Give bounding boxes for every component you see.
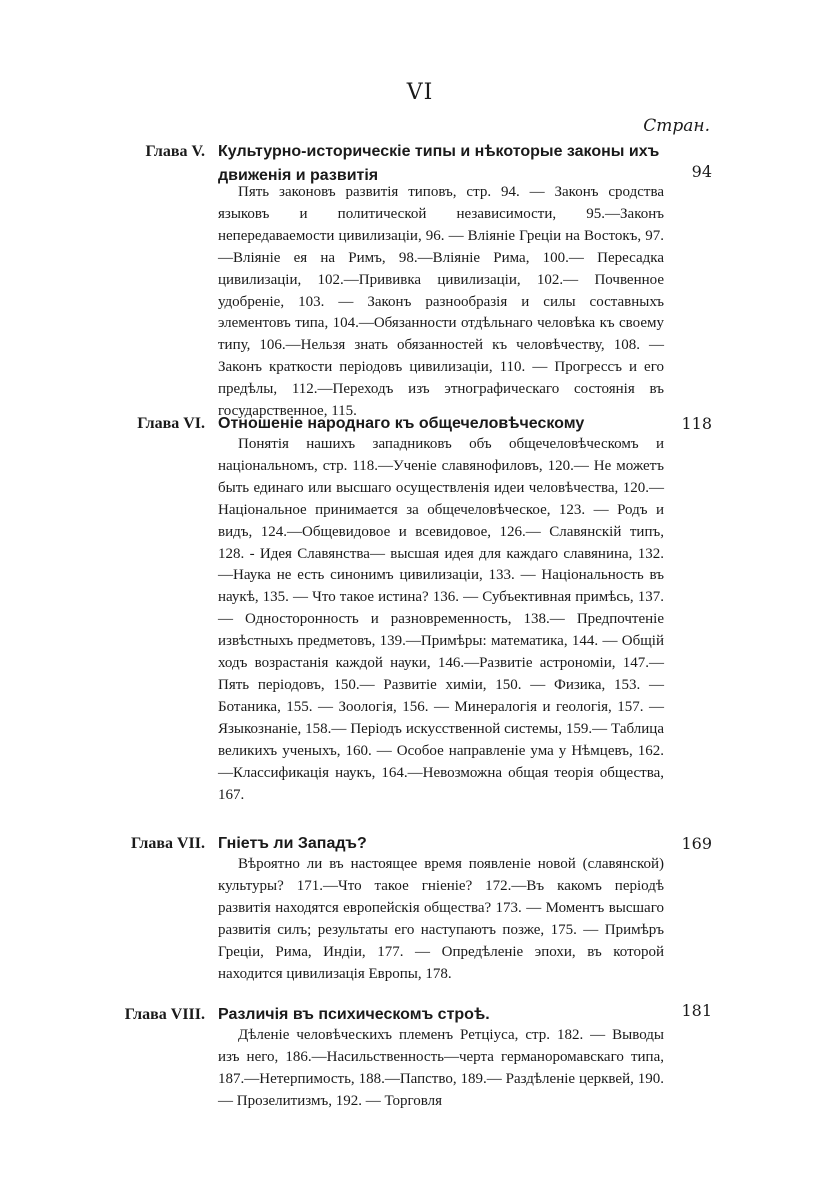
chapter-summary xyxy=(218,182,664,423)
chapter-page-number: 169 xyxy=(681,834,712,853)
page-number: VI xyxy=(406,80,434,105)
chapter-summary-text: Понятія нашихъ западниковъ объ общечеловѣческомъ и національномъ, стр. 118.—Ученіе славянофиловъ, 120.— Не можетъ быть единаго или высшаго осуществленія идеи человѣчества, 120.—Національное принимается за общечеловѣческое, 123. — Родъ и видъ, 124.—Общевидовое и всевидовое, 126.— Славянскій типъ, 128. - Идея Славянства— высшая идея для каждаго славянина, 132.—Наука не есть синонимъ цивилизаціи, 133. — Національность въ наукѣ, 135. — Что такое истина? 136. — Субъективная примѣсь, 137. — Односторонность и разновременность, 138.— Предпочтеніе извѣстныхъ предметовъ, 139.—Примѣры: математика, 144. — Общій ходъ возрастанія каждой науки, 146.—Развитіе астрономіи, 147.—Пять періодовъ, 150.— Развитіе химіи, 150. — Физика, 153. — Ботаника, 155. — Зоологія, 156. — Минералогія и геологія, 157. — Языкознаніе, 158.— Періодъ искусственной системы, 159.— Таблица великихъ ученыхъ, 160. — Особое направленіе ума у Нѣмцевъ, 162.—Классификація наукъ, 164.—Невозможна общая теорія общества, 167. xyxy=(218,436,664,803)
chapter-page-number: 181 xyxy=(681,1001,712,1020)
chapter-label: Глава VIII. xyxy=(124,1006,205,1023)
chapter-summary xyxy=(218,434,664,806)
chapter-label: Глава VI. xyxy=(137,415,205,432)
chapter-page-number: 118 xyxy=(681,414,712,433)
chapter-summary xyxy=(218,854,664,985)
chapter-page-number: 94 xyxy=(691,162,712,181)
chapter-title: Отношеніе народнаго къ общечеловѣческому xyxy=(218,415,585,432)
page-column-label: Стран. xyxy=(643,116,710,136)
chapter-summary-text: Вѣроятно ли въ настоящее время появленіе новой (славянской) культуры? 171.—Что такое гніеніе? 172.—Въ какомъ періодѣ развитія находятся европейскія общества? 173. — Моментъ высшаго развитія силъ; результаты его наступаютъ позже, 175. — Примѣръ Греціи, Рима, Индіи, 177. — Опредѣленіе эпохи, въ которой находится цивилизація Европы, 178. xyxy=(218,856,664,982)
chapter-summary-text: Пять законовъ развитія типовъ, стр. 94. — Законъ сродства языковъ и политической независимости, 95.—Законъ непередаваемости цивилизаціи, 96. — Вліяніе Греціи на Востокъ, 97.—Вліяніе ея на Римъ, 98.—Вліяніе Рима, 100.— Пересадка цивилизаціи, 102.—Прививка цивилизаціи, 102.— Почвенное удобреніе, 103. — Законъ разнообразія и силы составныхъ элементовъ типа, 104.—Обязанности отдѣльнаго человѣка къ своему типу, 106.—Нельзя знать обязанностей къ человѣчеству, 108. — Законъ краткости періодовъ цивилизаціи, 110. — Прогрессъ и его предѣлы, 112.—Переходъ изъ этнографическаго состоянія въ государственное, 115. xyxy=(218,184,664,420)
chapter-label: Глава V. xyxy=(145,143,205,160)
chapter-title: Гніетъ ли Западъ? xyxy=(218,835,367,852)
chapter-summary xyxy=(218,1025,664,1113)
chapter-label: Глава VII. xyxy=(131,835,205,852)
chapter-title: Различія въ психическомъ строѣ. xyxy=(218,1006,490,1023)
chapter-title: Культурно-историческіе типы и нѣкоторые законы ихъ движенія и развитія xyxy=(218,143,660,184)
chapter-summary-text: Дѣленіе человѣческихъ племенъ Ретціуса, стр. 182. — Выводы изъ него, 186.—Насильственность—черта германоромавскаго типа, 187.—Нетерпимость, 188.—Папство, 189.— Раздѣленіе церквей, 190. — Прозелитизмъ, 192. — Торговля xyxy=(218,1027,664,1109)
